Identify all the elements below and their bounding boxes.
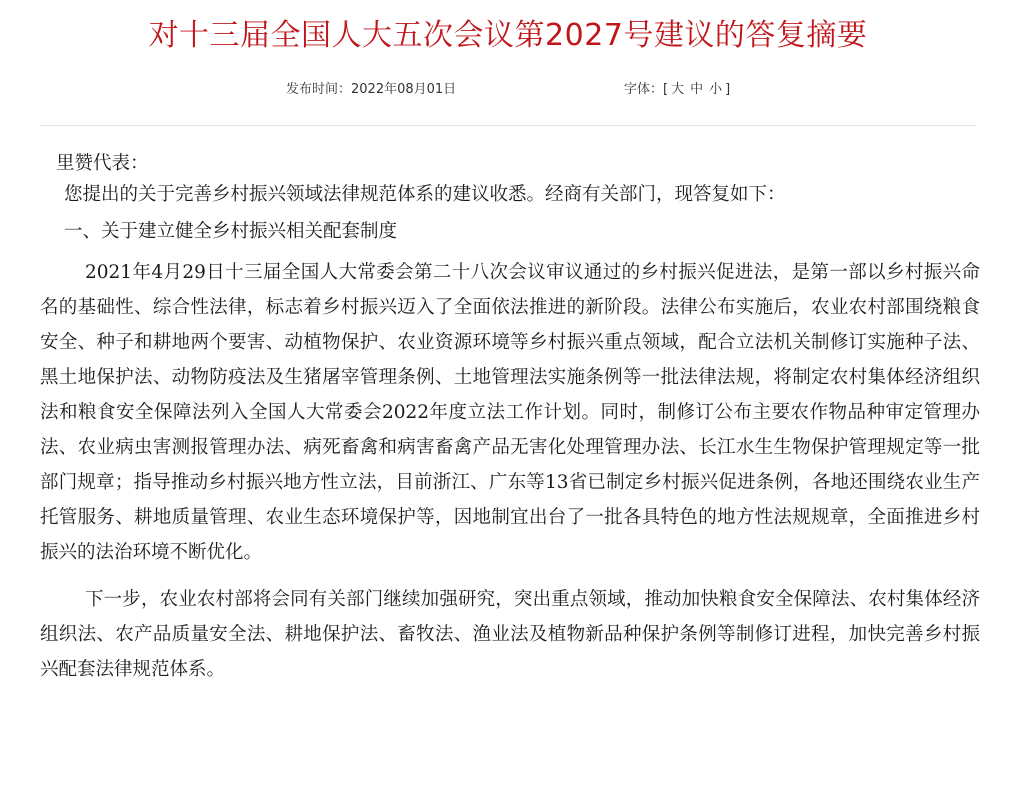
page-title: 对十三届全国人大五次会议第2027号建议的答复摘要 <box>148 18 868 53</box>
section-heading: 一、关于建立健全乡村振兴相关配套制度 <box>64 221 398 242</box>
body-paragraph: 下一步，农业农村部将会同有关部门继续加强研究，突出重点领域，推动加快粮食安全保障法、农村集体经济组织法、农产品质量安全法、耕地保护法、畜牧法、渔业法及植物新品种保护条例等制修订进程，加快完善乡村振兴配套法律规范体系。 <box>40 589 980 680</box>
meta-bar <box>0 78 1016 102</box>
header-divider <box>40 125 976 126</box>
font-size-small-link[interactable]: 小 <box>709 82 723 97</box>
font-size-large-link[interactable]: 大 <box>671 82 685 97</box>
font-size-medium-link[interactable]: 中 <box>690 82 704 97</box>
font-size-label: 字体： <box>624 82 664 97</box>
publish-time <box>286 78 456 102</box>
article-body <box>40 150 980 687</box>
body-paragraph: 2021年4月29日十三届全国人大常委会第二十八次会议审议通过的乡村振兴促进法，是第一部以乡村振兴命名的基础性、综合性法律，标志着乡村振兴迈入了全面依法推进的新阶段。法律公布实施后，农业农村部围绕粮食安全、种子和耕地两个要害、动植物保护、农业资源环境等乡村振兴重点领域，配合立法机关制修订实施种子法、黑土地保护法、动物防疫法及生猪屠宰管理条例、土地管理法实施条例等一批法律法规，将制定农村集体经济组织法和粮食安全保障法列入全国人大常委会2022年度立法工作计划。同时，制修订公布主要农作物品种审定管理办法、农业病虫害测报管理办法、病死畜禽和病害畜禽产品无害化处理管理办法、长江水生生物保护管理规定等一批部门规章；指导推动乡村振兴地方性立法，目前浙江、广东等13省已制定乡村振兴促进条例，各地还围绕农业生产托管服务、耕地质量管理、农业生态环境保护等，因地制宜出台了一批各具特色的地方性法规规章，全面推进乡村振兴的法治环境不断优化。 <box>40 262 980 563</box>
salutation: 里赞代表： <box>56 153 149 174</box>
font-size-control <box>624 78 730 102</box>
font-size-bracket-open: [ <box>663 82 669 97</box>
publish-time-value: 2022年08月01日 <box>351 82 457 97</box>
font-size-bracket-close: ] <box>725 82 731 97</box>
publish-time-label: 发布时间： <box>286 82 352 97</box>
intro-paragraph: 您提出的关于完善乡村振兴领域法律规范体系的建议收悉。经商有关部门，现答复如下： <box>64 184 786 205</box>
